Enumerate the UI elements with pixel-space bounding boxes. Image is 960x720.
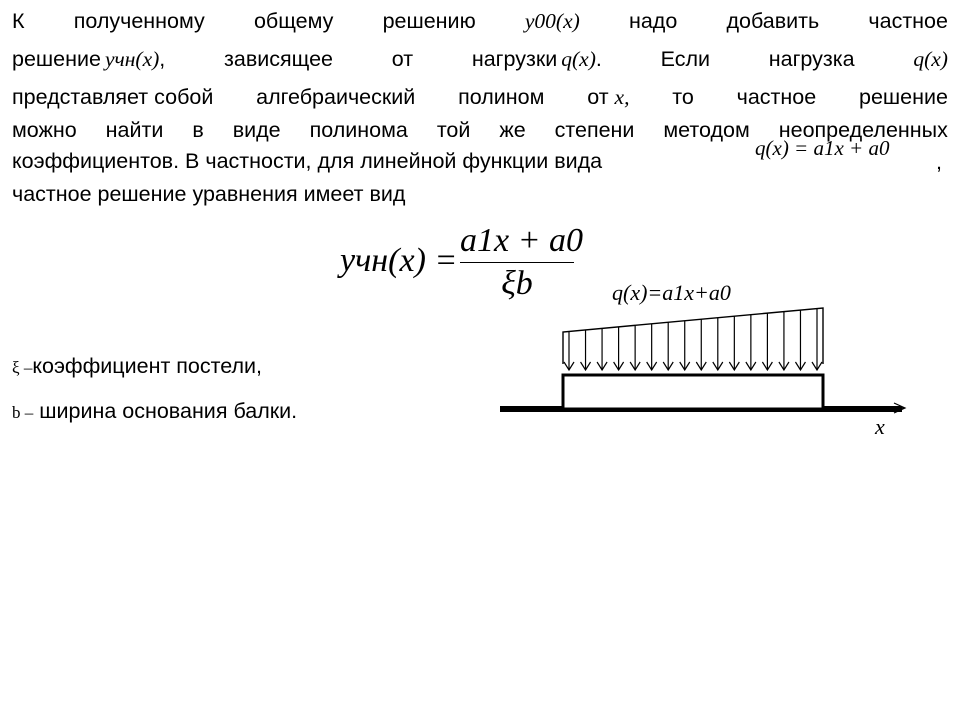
word-group bbox=[12, 46, 165, 72]
line5-comma: , bbox=[936, 150, 942, 174]
axis-label-x: x bbox=[875, 414, 885, 439]
word: нагрузка bbox=[768, 47, 855, 71]
paragraph-line-2 bbox=[12, 46, 948, 72]
word: то bbox=[672, 85, 694, 109]
inline-formula-text: q(x) = a1x + a0 bbox=[755, 136, 890, 160]
inline-formula-q bbox=[755, 136, 889, 161]
word: добавить bbox=[726, 9, 820, 33]
word-group bbox=[587, 84, 629, 110]
xi-description: коэффициент постели, bbox=[32, 354, 263, 378]
formula-lhs: yчн(x) = bbox=[340, 242, 458, 279]
symbol-x: x, bbox=[614, 85, 630, 109]
word: решение bbox=[858, 85, 948, 109]
symbol-ychn: yчн(x) bbox=[104, 47, 160, 71]
paragraph-line-1 bbox=[12, 8, 948, 34]
punct: . bbox=[595, 47, 602, 71]
xi-symbol: ξ – bbox=[12, 358, 33, 377]
word: найти bbox=[105, 118, 164, 142]
word: решению bbox=[382, 9, 476, 33]
word: можно bbox=[12, 118, 77, 142]
word: полученному bbox=[73, 9, 205, 33]
b-description: ширина основания балки. bbox=[39, 399, 298, 423]
b-symbol: b – bbox=[12, 403, 34, 422]
word: алгебраический bbox=[256, 85, 416, 109]
word: общему bbox=[253, 9, 334, 33]
word: представляет собой bbox=[12, 85, 214, 109]
word: частное bbox=[736, 85, 817, 109]
paragraph-line-3 bbox=[12, 84, 948, 110]
sentence-text: частное решение уравнения имеет вид bbox=[12, 182, 406, 206]
symbol-qx: q(x) bbox=[561, 47, 596, 71]
word: частное bbox=[868, 9, 948, 33]
word: методом bbox=[663, 118, 750, 142]
beam bbox=[563, 375, 823, 409]
symbol-qx: q(x) bbox=[913, 47, 948, 71]
word: же bbox=[499, 118, 526, 142]
word: той bbox=[436, 118, 471, 142]
legend-xi bbox=[12, 354, 262, 379]
load-label: q(x)=a1x+a0 bbox=[612, 280, 731, 305]
symbol-y00: y00(x) bbox=[524, 9, 580, 33]
word: полином bbox=[458, 85, 545, 109]
word-group bbox=[472, 46, 602, 72]
word: полинома bbox=[309, 118, 408, 142]
word: надо bbox=[628, 9, 678, 33]
word: неопределенных bbox=[778, 118, 948, 142]
word: от bbox=[587, 85, 609, 109]
word: в bbox=[192, 118, 204, 142]
word: нагрузки bbox=[471, 47, 558, 71]
word: К bbox=[12, 9, 25, 33]
legend-b bbox=[12, 399, 297, 424]
formula-denominator: ξb bbox=[501, 265, 533, 302]
fraction-bar bbox=[460, 262, 574, 263]
load-arrows bbox=[564, 309, 822, 370]
beam-diagram bbox=[490, 278, 920, 440]
word: от bbox=[391, 47, 414, 71]
word: решение bbox=[12, 47, 101, 71]
formula-numerator: a1x + a0 bbox=[460, 222, 584, 259]
word: виде bbox=[232, 118, 281, 142]
paragraph-line-6 bbox=[12, 181, 948, 207]
word: степени bbox=[554, 118, 635, 142]
sentence-text: коэффициентов. В частности, для линейной функции вида bbox=[12, 149, 603, 173]
punct: , bbox=[159, 47, 166, 71]
word: Если bbox=[660, 47, 711, 71]
word: зависящее bbox=[224, 47, 334, 71]
